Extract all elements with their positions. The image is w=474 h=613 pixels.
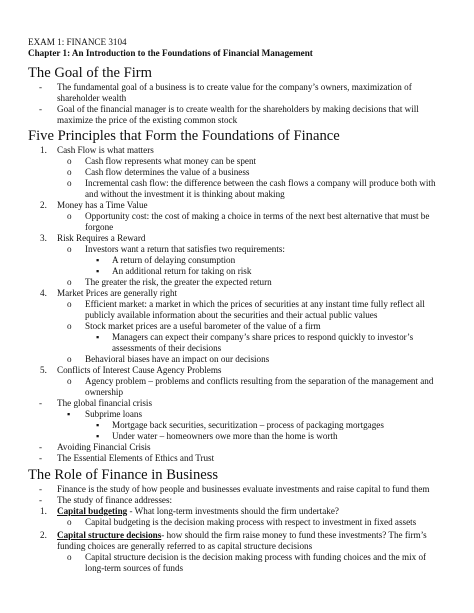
global-crisis: The global financial crisis bbox=[57, 398, 153, 408]
bullet-circle: o bbox=[67, 211, 72, 221]
capital-structure-term: Capital structure decisions bbox=[57, 530, 162, 540]
bullet-square: ▪ bbox=[96, 431, 100, 441]
capital-budgeting-term: Capital budgeting bbox=[57, 506, 128, 516]
role-text: The study of finance addresses: bbox=[57, 495, 173, 505]
bullet-dash: - bbox=[39, 453, 43, 463]
crisis-text: Mortgage back securities, securitization – process of packaging mortgages bbox=[112, 420, 384, 430]
bullet-circle: o bbox=[67, 167, 72, 177]
principle-5: Conflicts of Interest Cause Agency Problems bbox=[57, 365, 222, 375]
principle-text: Stock market prices are a useful barometer of the value of a firm bbox=[85, 321, 321, 331]
role-text: Capital structure decision is the decision making process with funding choices and the mix of bbox=[85, 552, 427, 562]
list-number: 1. bbox=[40, 145, 47, 155]
capital-budgeting-desc: - What long-term investments should the firm undertake? bbox=[127, 506, 339, 516]
bullet-dash: - bbox=[39, 104, 43, 114]
principle-2: Money has a Time Value bbox=[57, 200, 148, 210]
list-number: 5. bbox=[40, 365, 47, 375]
principle-text: Cash flow represents what money can be spent bbox=[85, 156, 257, 166]
bullet-dash: - bbox=[39, 82, 43, 92]
principle-text: assessments of their decisions bbox=[112, 343, 222, 353]
role-text: Capital budgeting is the decision making process with respect to investment in fixed assets bbox=[85, 517, 417, 527]
bullet-circle: o bbox=[67, 244, 72, 254]
principle-text: publicly available information about the securities and their actual public values bbox=[85, 310, 378, 320]
bullet-circle: o bbox=[67, 178, 72, 188]
principle-text: Incremental cash flow: the difference between the cash flows a company will produce both with bbox=[85, 178, 436, 188]
bullet-square: ▪ bbox=[96, 266, 100, 276]
avoiding-crisis: Avoiding Financial Crisis bbox=[57, 442, 151, 452]
principle-text: A return of delaying consumption bbox=[112, 255, 236, 265]
principle-text: The greater the risk, the greater the expected return bbox=[85, 277, 272, 287]
ethics-trust: The Essential Elements of Ethics and Trust bbox=[57, 453, 215, 463]
crisis-text: Subprime loans bbox=[85, 409, 143, 419]
capital-budgeting-item bbox=[57, 506, 339, 517]
bullet-dash: - bbox=[39, 495, 43, 505]
principle-text: Investors want a return that satisfies two requirements: bbox=[85, 244, 285, 254]
principle-text: Cash flow determines the value of a business bbox=[85, 167, 250, 177]
principle-text: Managers can expect their company’s share prices to respond quickly to investor’s bbox=[112, 332, 414, 342]
principle-text: and without the investment it is thinking about making bbox=[85, 189, 285, 199]
list-number: 2. bbox=[40, 530, 47, 540]
bullet-circle: o bbox=[67, 517, 72, 527]
bullet-circle: o bbox=[67, 376, 72, 386]
role-text: long-term sources of funds bbox=[85, 563, 184, 573]
principle-text: Agency problem – problems and conflicts resulting from the separation of the management and bbox=[85, 376, 434, 386]
list-number: 4. bbox=[40, 288, 47, 298]
goal-text: shareholder wealth bbox=[57, 93, 127, 103]
bullet-square: ▪ bbox=[96, 332, 100, 342]
bullet-circle: o bbox=[67, 299, 72, 309]
bullet-circle: o bbox=[67, 321, 72, 331]
principle-1: Cash Flow is what matters bbox=[57, 145, 154, 155]
principle-3: Risk Requires a Reward bbox=[57, 233, 146, 243]
bullet-circle: o bbox=[67, 277, 72, 287]
principle-text: ownership bbox=[85, 387, 124, 397]
list-number: 2. bbox=[40, 200, 47, 210]
exam-title: EXAM 1: FINANCE 3104 bbox=[28, 37, 127, 47]
bullet-square: ▪ bbox=[67, 409, 71, 419]
role-text: funding choices are generally referred to as capital structure decisions bbox=[57, 541, 313, 551]
list-number: 3. bbox=[40, 233, 47, 243]
capital-structure-desc: - how should the firm raise money to fund these investments? The firm’s bbox=[161, 530, 427, 540]
bullet-circle: o bbox=[67, 354, 72, 364]
heading-role-of-finance: The Role of Finance in Business bbox=[28, 467, 219, 483]
bullet-square: ▪ bbox=[96, 420, 100, 430]
goal-text: The fundamental goal of a business is to create value for the company’s owners, maximization of bbox=[57, 82, 412, 92]
bullet-dash: - bbox=[39, 442, 43, 452]
bullet-square: ▪ bbox=[96, 255, 100, 265]
heading-goal-of-firm: The Goal of the Firm bbox=[28, 65, 153, 81]
principle-text: Behavioral biases have an impact on our decisions bbox=[85, 354, 270, 364]
crisis-text: Under water – homeowners owe more than the home is worth bbox=[112, 431, 338, 441]
heading-five-principles: Five Principles that Form the Foundations of Finance bbox=[28, 128, 340, 144]
list-number: 1. bbox=[40, 506, 47, 516]
goal-text: maximize the price of the existing common stock bbox=[57, 115, 238, 125]
principle-text: Efficient market: a market in which the prices of securities at any instant time fully reflect all bbox=[85, 299, 425, 309]
principle-text: Opportunity cost: the cost of making a choice in terms of the next best alternative that must be bbox=[85, 211, 430, 221]
capital-structure-item bbox=[57, 530, 427, 541]
role-text: Finance is the study of how people and businesses evaluate investments and raise capital to fund them bbox=[57, 484, 430, 494]
bullet-circle: o bbox=[67, 552, 72, 562]
bullet-circle: o bbox=[67, 156, 72, 166]
goal-text: Goal of the financial manager is to create wealth for the shareholders by making decisions that will bbox=[57, 104, 419, 114]
bullet-dash: - bbox=[39, 484, 43, 494]
chapter-title: Chapter 1: An Introduction to the Foundations of Financial Management bbox=[28, 48, 313, 58]
principle-4: Market Prices are generally right bbox=[57, 288, 178, 298]
bullet-dash: - bbox=[39, 398, 43, 408]
principle-text: An additional return for taking on risk bbox=[112, 266, 252, 276]
principle-text: forgone bbox=[85, 222, 114, 232]
